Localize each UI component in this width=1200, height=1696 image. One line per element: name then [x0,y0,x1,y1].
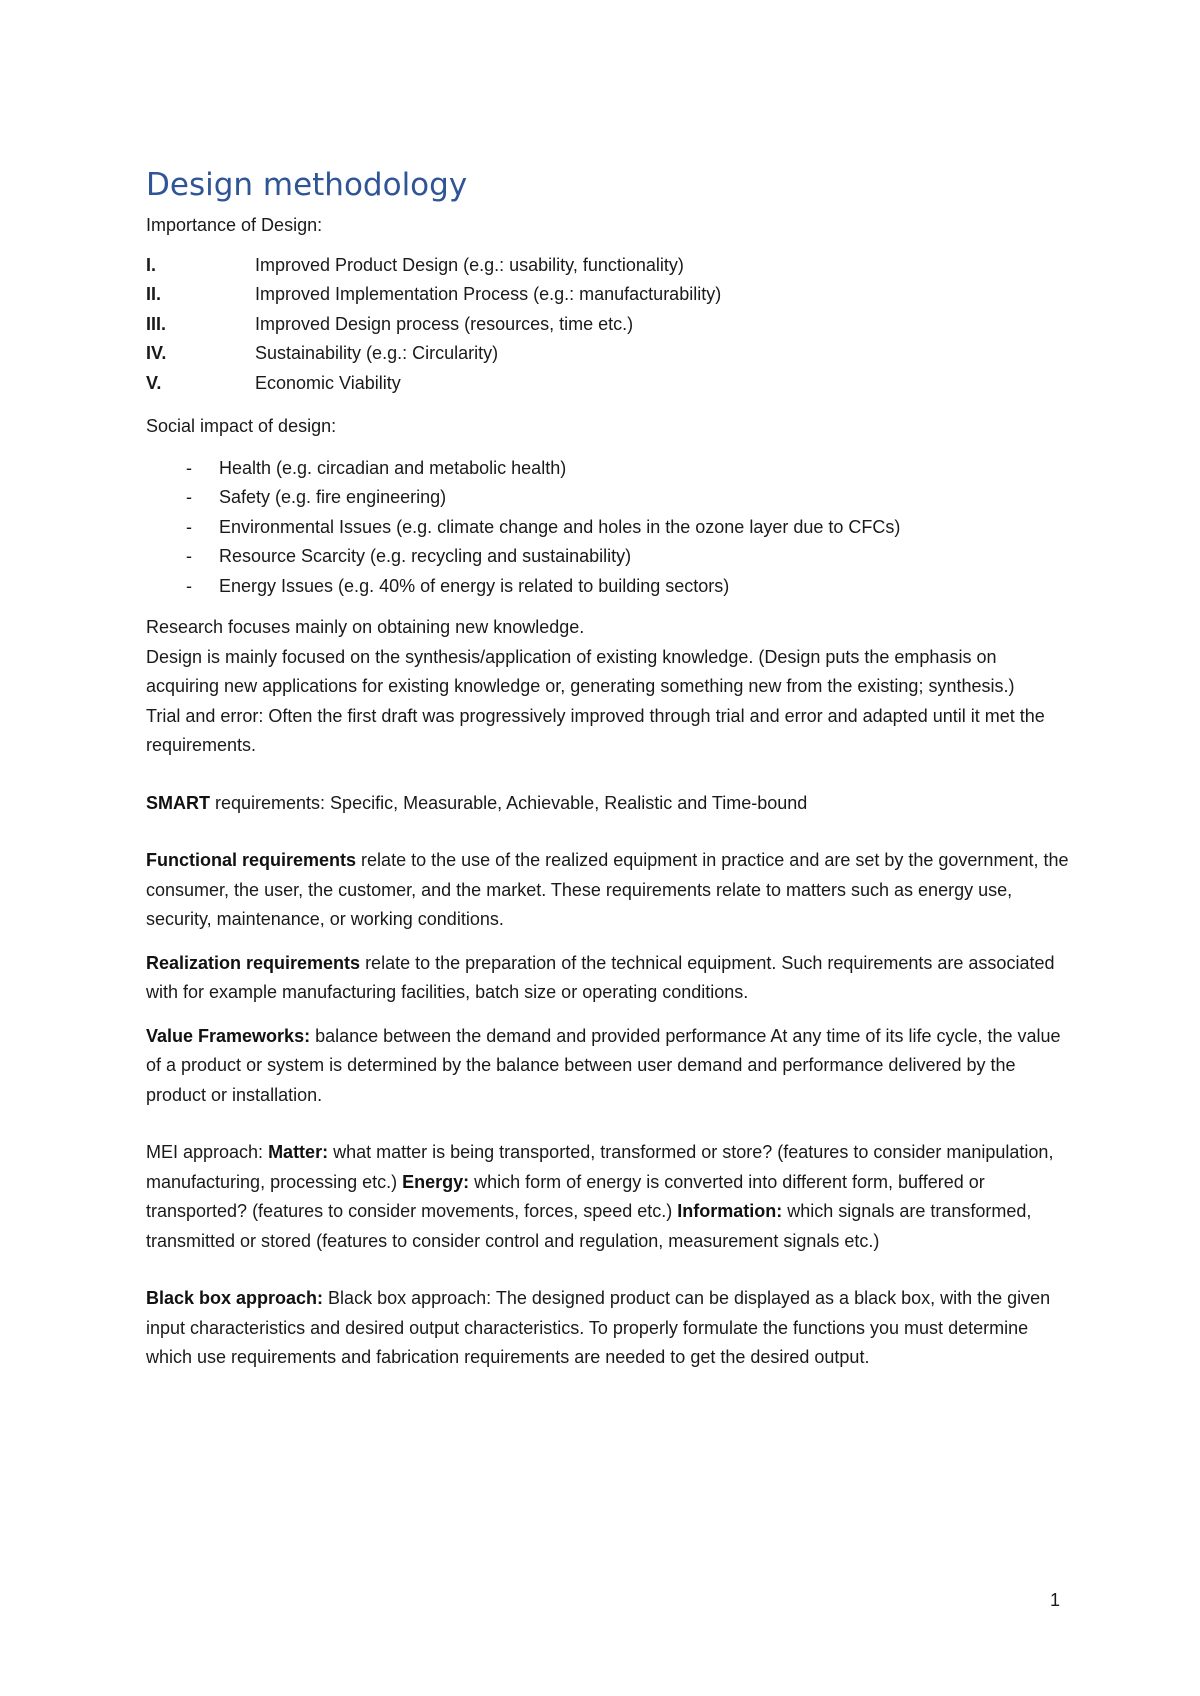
smart-text: requirements: Specific, Measurable, Achievable, Realistic and Time-bound [210,792,808,813]
functional-term: Functional requirements [146,850,357,870]
page-title: Design methodology [146,167,468,203]
value-term: Value Frameworks: [146,1025,311,1046]
matter-term: Matter: [268,1142,329,1162]
list-item-text: Energy Issues (e.g. 40% of energy is related to building sectors) [219,575,730,596]
energy-text: which form of energy is converted into different form, buffered or transported? (features to consider movements, forces, speed etc.) [146,1171,985,1221]
realization-requirements-paragraph [146,949,1071,1008]
black-box-paragraph [146,1284,1071,1373]
list-item-text: Improved Design process (resources, time etc.) [255,313,634,334]
trial-error-paragraph: Trial and error: Often the first draft was progressively improved through trial and error and adapted until it met the requirements. [146,705,1045,755]
list-item-text: Sustainability (e.g.: Circularity) [255,343,499,363]
list-item [146,339,1071,369]
black-box-term: Black box approach: [146,1288,324,1308]
list-dash: - [186,457,192,478]
smart-paragraph [146,789,1071,819]
list-item [146,513,1071,543]
page-number: 1 [1049,1590,1060,1610]
page-content [146,165,1071,1373]
matter-text: what matter is being transported, transformed or store? (features to consider manipulation, manufacturing, processing etc.) [146,1142,1054,1192]
list-number: IV. [146,343,167,363]
functional-text: relate to the use of the realized equipment in practice and are set by the government, the consumer, the user, the customer, and the market. These requirements relate to matters such as energy use, security, maintenance, or working conditions. [146,850,1069,929]
black-box-text: Black box approach: The designed product can be displayed as a black box, with the given input characteristics and desired output characteristics. To properly formulate the functions you must determine which use requirements and fabrication requirements are needed to get the desired output. [146,1288,1051,1367]
list-item-text: Improved Implementation Process (e.g.: manufacturability) [255,284,722,304]
list-dash: - [186,516,192,537]
list-item-text: Improved Product Design (e.g.: usability, functionality) [255,254,684,275]
list-item [146,251,1071,281]
importance-label: Importance of Design: [146,215,323,235]
list-dash: - [186,487,192,507]
mei-intro: MEI approach: [146,1142,269,1162]
social-impact-label: Social impact of design: [146,416,337,436]
energy-term: Energy: [402,1171,470,1192]
research-paragraph: Research focuses mainly on obtaining new knowledge. [146,617,585,637]
list-number: I. [146,254,157,275]
social-impact-list [146,454,1071,602]
information-term: Information: [677,1201,783,1221]
value-text: balance between the demand and provided performance At any time of its life cycle, the value of a product or system is determined by the balance between user demand and performance delivered by the product or installation. [146,1025,1061,1105]
list-item [146,454,1071,484]
list-number: V. [146,372,162,393]
list-dash: - [186,575,192,596]
value-frameworks-paragraph [146,1022,1071,1111]
functional-requirements-paragraph [146,846,1071,935]
list-item-text: Safety (e.g. fire engineering) [219,487,447,507]
list-number: III. [146,313,167,334]
importance-list [146,251,1071,399]
list-item-text: Resource Scarcity (e.g. recycling and sustainability) [219,546,632,566]
information-text: which signals are transformed, transmitted or stored (features to consider control and regulation, measurement signals etc.) [146,1201,1032,1251]
list-item [146,483,1071,513]
list-item-text: Health (e.g. circadian and metabolic health) [219,457,567,478]
list-dash: - [186,546,192,566]
design-focus-paragraph: Design is mainly focused on the synthesis/application of existing knowledge. (Design puts the emphasis on acquiring new applications for existing knowledge or, generating something new from the existing; synthesis.) [146,646,1015,696]
list-item [146,280,1071,310]
list-item [146,572,1071,602]
list-item-text: Environmental Issues (e.g. climate change and holes in the ozone layer due to CFCs) [219,516,901,537]
mei-approach-paragraph [146,1138,1071,1256]
realization-term: Realization requirements [146,952,361,973]
realization-text: relate to the preparation of the technical equipment. Such requirements are associated with for example manufacturing facilities, batch size or operating conditions. [146,952,1055,1002]
list-item-text: Economic Viability [255,372,401,393]
list-item [146,310,1071,340]
smart-term: SMART [146,792,210,813]
list-item [146,542,1071,572]
list-item [146,369,1071,399]
list-number: II. [146,284,162,304]
